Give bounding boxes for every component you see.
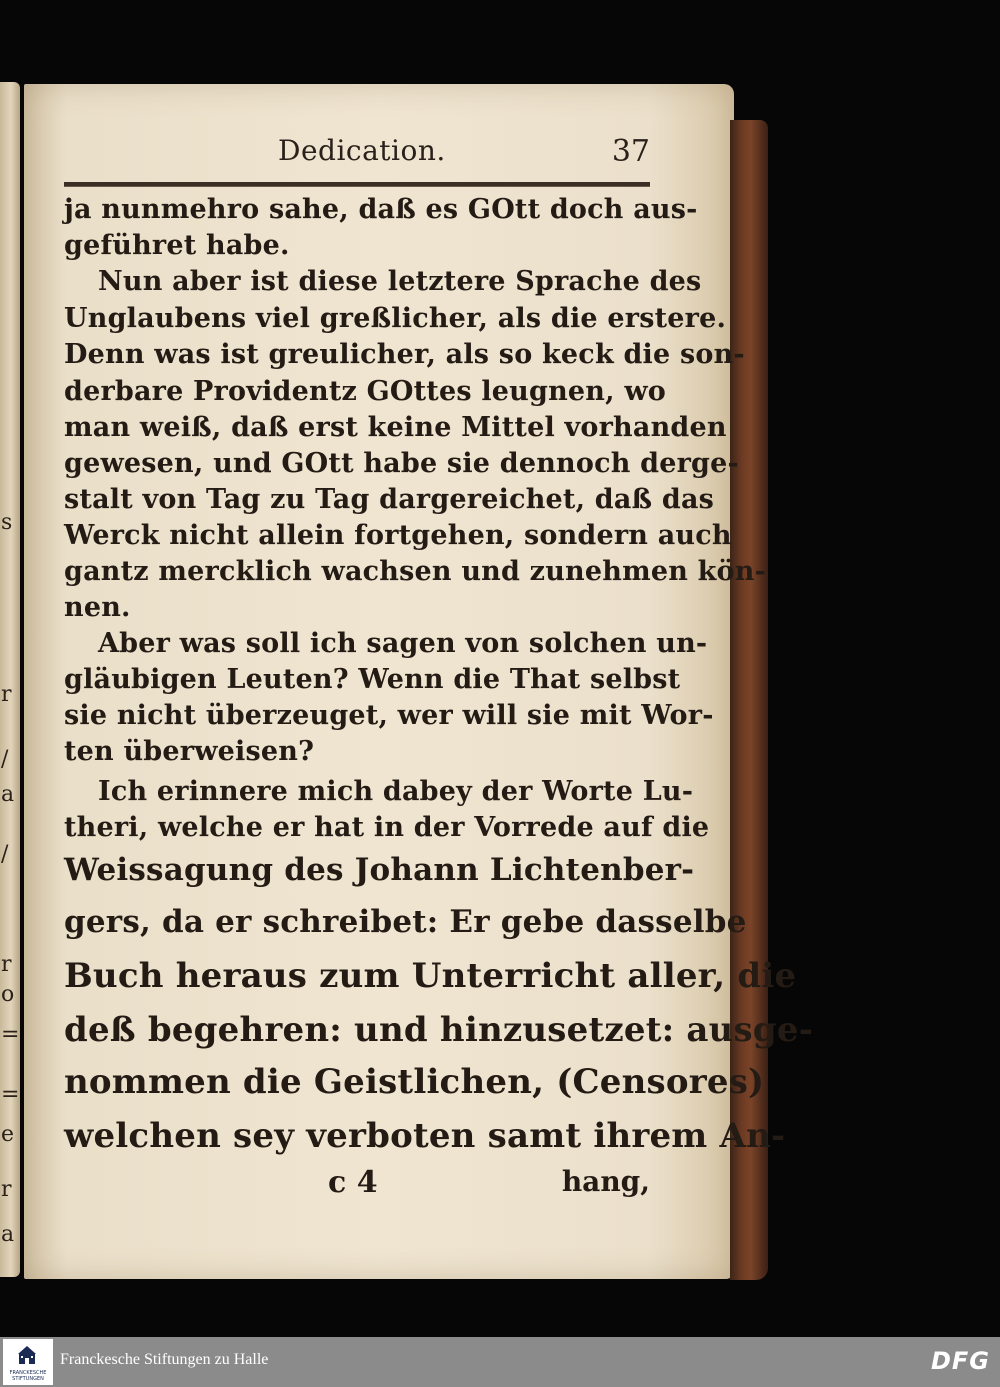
edge-letter: / <box>1 747 9 772</box>
edge-letter: = <box>1 1082 20 1107</box>
text-line: Werck nicht allein fortgehen, sondern auch <box>64 520 732 551</box>
text-line: gers, da er schreibet: Er gebe dasselbe <box>64 904 747 940</box>
dfg-logo[interactable]: DFG <box>930 1347 990 1375</box>
text-line: gantz mercklich wachsen und zunehmen kön- <box>64 556 766 587</box>
viewer-footer <box>0 1337 1000 1387</box>
text-line: gewesen, und GOtt habe sie dennoch derge- <box>64 448 739 479</box>
edge-letter: r <box>1 1177 12 1202</box>
text-line: derbare Providentz GOttes leugnen, wo <box>64 376 666 407</box>
left-page-edge <box>0 82 20 1277</box>
text-line: Unglaubens viel greßlicher, als die erstere. <box>64 303 727 334</box>
edge-letter: a <box>1 1222 15 1247</box>
text-line: ten überweisen? <box>64 736 315 767</box>
text-line: geführet habe. <box>64 230 290 261</box>
text-line: welchen sey verboten samt ihrem An- <box>64 1116 786 1156</box>
header-rule <box>64 182 650 187</box>
text-line: Ich erinnere mich dabey der Worte Lu- <box>98 776 694 807</box>
text-line: nen. <box>64 592 131 623</box>
text-line: Buch heraus zum Unterricht aller, die <box>64 956 797 996</box>
text-line: sie nicht überzeuget, wer will sie mit Wor- <box>64 700 714 731</box>
text-line: theri, welche er hat in der Vorrede auf die <box>64 812 710 843</box>
edge-letter: r <box>1 952 12 977</box>
running-title: Dedication. <box>278 134 446 167</box>
text-line: nommen die Geistlichen, (Censores) <box>64 1062 765 1102</box>
edge-letter: o <box>1 982 15 1007</box>
edge-letter: a <box>1 782 15 807</box>
edge-letter: s <box>1 510 13 535</box>
text-line: Nun aber ist diese letztere Sprache des <box>98 266 702 297</box>
edge-letter: / <box>1 842 9 867</box>
text-line: stalt von Tag zu Tag dargereichet, daß das <box>64 484 715 515</box>
signature-mark: c 4 <box>328 1165 378 1200</box>
page-number: 37 <box>611 134 650 169</box>
edge-letter: r <box>1 682 12 707</box>
text-line: Weissagung des Johann Lichtenber- <box>64 852 695 888</box>
catchword: hang, <box>561 1165 650 1198</box>
edge-letter: e <box>1 1122 15 1147</box>
institution-logo[interactable] <box>3 1339 53 1385</box>
text-line: man weiß, daß erst keine Mittel vorhanden <box>64 412 727 443</box>
book-spine <box>730 120 768 1280</box>
institution-name[interactable]: Franckesche Stiftungen zu Halle <box>60 1351 269 1368</box>
text-line: deß begehren: und hinzusetzet: ausge- <box>64 1010 814 1050</box>
edge-letter: = <box>1 1022 20 1047</box>
text-line: gläubigen Leuten? Wenn die That selbst <box>64 664 681 695</box>
page-footer-line <box>64 1163 654 1203</box>
text-line: Denn was ist greulicher, als so keck die son- <box>64 339 745 370</box>
logo-text: FRANCKESCHE STIFTUNGEN <box>9 1370 47 1382</box>
orphanage-building-icon <box>18 1345 36 1365</box>
text-line: Aber was soll ich sagen von solchen un- <box>98 628 708 659</box>
page-header <box>66 128 650 174</box>
text-line: ja nunmehro sahe, daß es GOtt doch aus- <box>64 194 698 225</box>
